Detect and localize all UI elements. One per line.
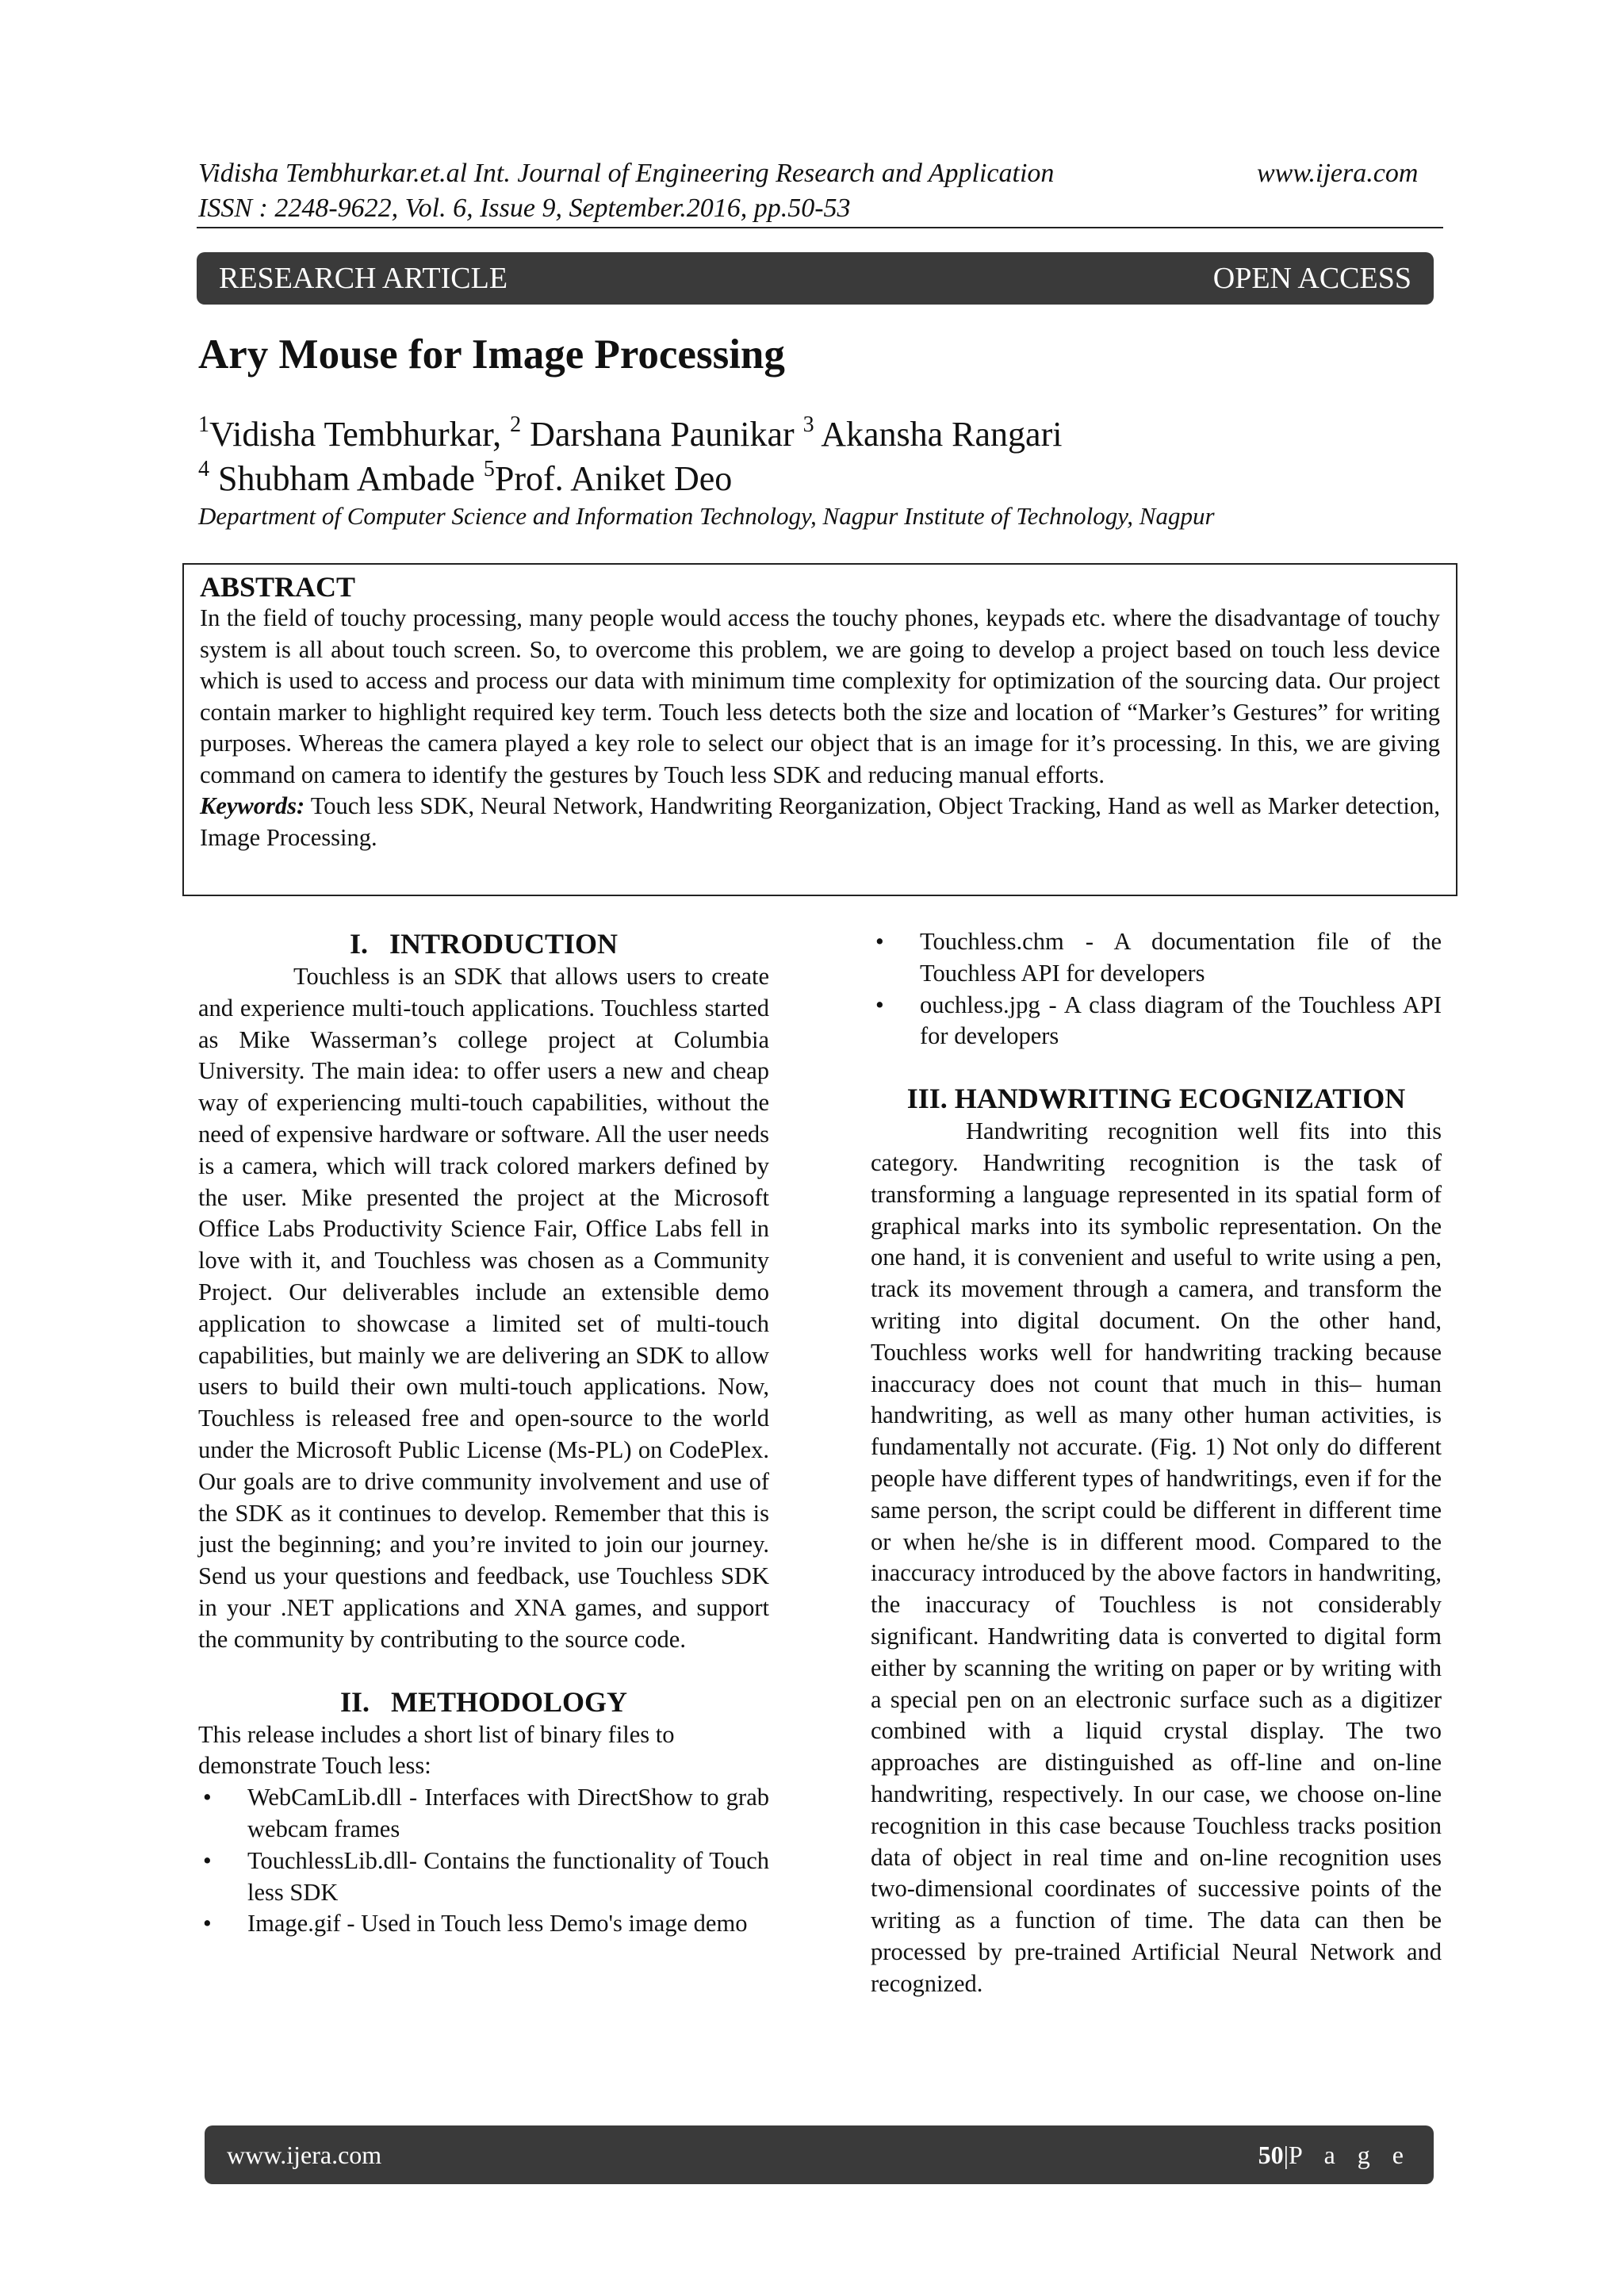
page-separator: | <box>1283 2141 1289 2169</box>
file-list-continued <box>871 926 1442 1052</box>
list-item: • Touchless.chm - A documentation file of the Touchless API for developers <box>871 926 1442 990</box>
journal-line: Vidisha Tembhurkar.et.al Int. Journal of Engineering Research and Application <box>198 159 1055 188</box>
header-rule <box>197 227 1443 228</box>
author-sup: 3 <box>802 412 814 437</box>
research-article-label: RESEARCH ARTICLE <box>219 262 508 295</box>
keywords <box>200 791 1440 853</box>
page-number: 50 <box>1258 2141 1284 2169</box>
author-line-2 <box>198 457 732 501</box>
page-indicator <box>1258 2125 1411 2184</box>
footer-website[interactable]: www.ijera.com <box>227 2141 382 2169</box>
author-sup: 5 <box>483 457 495 481</box>
author-name: Shubham Ambade <box>218 459 475 498</box>
paper-title: Ary Mouse for Image Processing <box>198 332 785 378</box>
open-access-label: OPEN ACCESS <box>1212 262 1411 295</box>
affiliation: Department of Computer Science and Information Technology, Nagpur Institute of Technology, Nagpur <box>198 502 1215 530</box>
list-item: • Image.gif - Used in Touch less Demo's image demo <box>198 1908 769 1940</box>
abstract-box <box>182 563 1457 896</box>
keywords-label: Keywords: <box>200 792 305 819</box>
intro-heading: I. INTRODUCTION <box>349 928 619 960</box>
author-sup: 1 <box>198 412 209 437</box>
left-column <box>198 926 769 1940</box>
list-item: • WebCamLib.dll - Interfaces with DirectShow to grab webcam frames <box>198 1782 769 1846</box>
keywords-text: Touch less SDK, Neural Network, Handwriting Reorganization, Object Tracking, Hand as well as Marker detection, Image Processing. <box>200 792 1440 851</box>
handwriting-text: Handwriting recognition well fits into this category. Handwriting recognition is the task of transforming a language represented in its spatial form of graphical marks into its symbolic representation. On the one hand, it is convenient and useful to write using a pen, track its movement through a camera, and transform the writing into digital document. On the other hand, Touchless works well for handwriting tracking because inaccuracy does not count that much in this– human handwriting, as well as many other human activities, is fundamentally not accurate. (Fig. 1) Not only do different people have different types of handwritings, even if for the same person, the script could be different in different time or when he/she is in different mood. Compared to the inaccuracy introduced by the above factors in handwriting, the inaccuracy of Touchless is not considerably significant. Handwriting data is converted to digital form either by scanning the writing on paper or by writing with a special pen on an electronic surface such as a digitizer combined with a liquid crystal display. The two approaches are distinguished as off-line and on-line handwriting, respectively. In our case, we choose on-line recognition in this case because Touchless tracks position data of object in real time and on-line recognition uses two-dimensional coordinates of successive points of the writing as a function of time. The data can then be processed by pre-trained Artificial Neural Network and recognized. <box>871 1117 1442 1997</box>
author-name: Darshana Paunikar <box>530 415 795 454</box>
intro-text: Touchless is an SDK that allows users to create and experience multi-touch applications. Touchless started as Mike Wasserman’s college project at Columbia University. The main idea: to offer users a new and cheap way of experiencing multi-touch capabilities, without the need of expensive hardware or software. All the user needs is a camera, which will track colored markers defined by the user. Mike presented the project at the Microsoft Office Labs Productivity Science Fair, Office Labs fell in love with it, and Touchless was chosen as a Community Project. Our deliverables include an extensible demo application to showcase a limited set of multi-touch capabilities, but mainly we are delivering an SDK to allow users to build their own multi-touch applications. Now, Touchless is released free and open-source to the world under the Microsoft Public License (Ms-PL) on CodePlex. Our goals are to drive community involvement and use of the SDK as it continues to develop. Remember that this is just the beginning; and you’re invited to join our journey. Send us your questions and feedback, use Touchless SDK in your .NET applications and XNA games, and support the community by contributing to the source code. <box>198 963 769 1653</box>
author-name: Prof. Aniket Deo <box>494 459 733 498</box>
journal-website[interactable]: www.ijera.com <box>1257 159 1419 188</box>
page-word: P a g e <box>1288 2141 1411 2169</box>
abstract-heading: ABSTRACT <box>200 571 356 603</box>
file-list <box>198 1782 769 1940</box>
article-banner <box>197 252 1434 305</box>
list-item: • TouchlessLib.dll- Contains the functionality of Touch less SDK <box>198 1846 769 1909</box>
abstract-text: In the field of touchy processing, many people would access the touchy phones, keypads etc. where the disadvantage of touchy system is all about touch screen. So, to overcome this problem, we are going to develop a project based on touch less device which is used to access and process our data with minimum time complexity for optimization of the sourcing data. Our project contain marker to highlight required key term. Touch less detects both the size and location of “Marker’s Gestures” for writing purposes. Whereas the camera played a key role to select our object that is an image for it’s processing. In this, we are giving command on camera to identify the gestures by Touch less SDK and reducing manual efforts. <box>200 604 1440 788</box>
author-line-1 <box>198 412 1062 457</box>
page-footer <box>205 2125 1434 2184</box>
author-sup: 4 <box>198 457 209 481</box>
author-sup: 2 <box>510 412 522 437</box>
handwriting-heading: III. HANDWRITING ECOGNIZATION <box>906 1083 1406 1115</box>
list-item: • ouchless.jpg - A class diagram of the Touchless API for developers <box>871 990 1442 1053</box>
issn-line: ISSN : 2248-9622, Vol. 6, Issue 9, September.2016, pp.50-53 <box>198 194 851 223</box>
right-column <box>871 926 1442 2000</box>
author-name: Akansha Rangari <box>821 415 1063 454</box>
author-name: Vidisha Tembhurkar, <box>209 415 502 454</box>
methodology-heading: II. METHODOLOGY <box>339 1685 628 1718</box>
methodology-intro: This release includes a short list of binary files to demonstrate Touch less: <box>198 1720 675 1780</box>
